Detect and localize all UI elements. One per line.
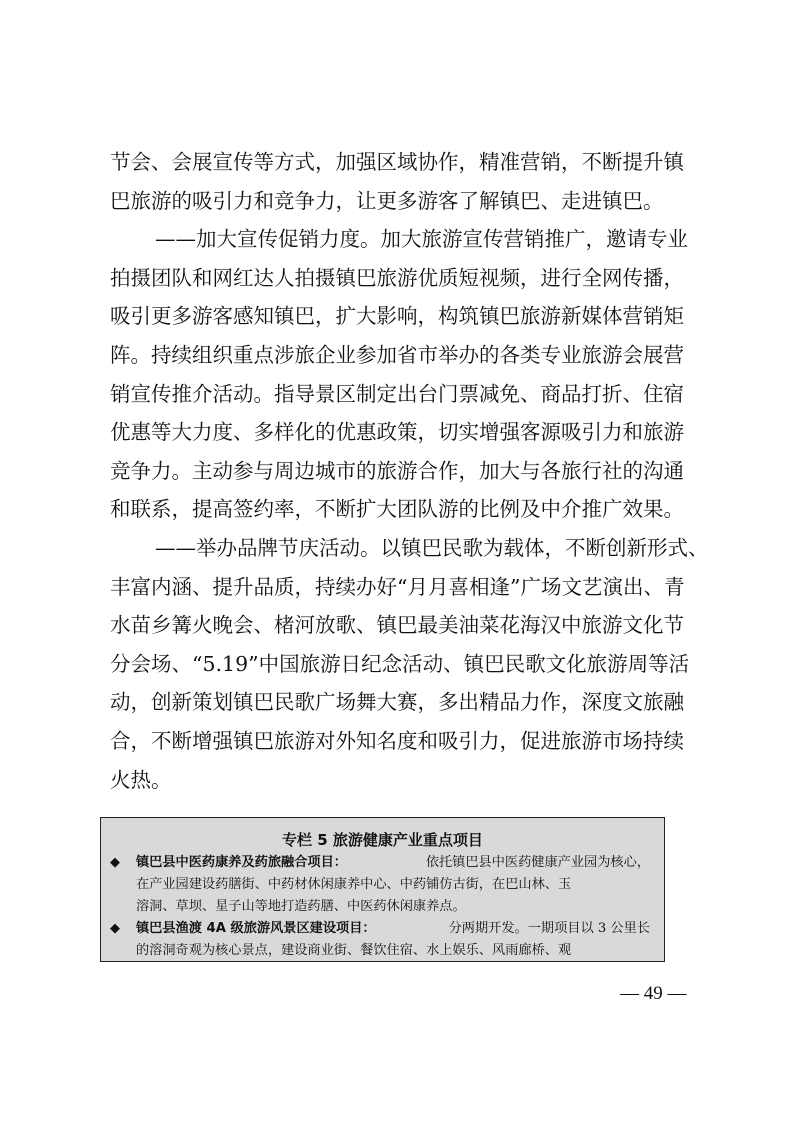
text-line: 吸引更多游客感知镇巴，扩大影响，构筑镇巴旅游新媒体营销矩 — [110, 304, 684, 329]
item-title: 镇巴县渔渡 4A 级旅游风景区建设项目： — [136, 921, 376, 936]
item-text: 依托镇巴县中医药健康产业园为核心， — [425, 855, 650, 870]
item-line: 的溶洞奇观为核心景点，建设商业街、餐饮住宿、水上娱乐、风雨廊桥、观 — [136, 943, 572, 958]
box-item — [101, 918, 664, 962]
item-text: 分两期开发。一期项目以 3 公里长 — [448, 921, 650, 936]
diamond-bullet-icon: ◆ — [110, 855, 120, 870]
text-line: 分会场、“5.19”中国旅游日纪念活动、镇巴民歌文化旅游周等活 — [110, 651, 690, 676]
text-line: 动，创新策划镇巴民歌广场舞大赛，多出精品力作，深度文旅融 — [110, 690, 684, 715]
text-line: 节会、会展宣传等方式，加强区域协作，精准营销，不断提升镇 — [110, 150, 684, 174]
text-line: 合，不断增强镇巴旅游对外知名度和吸引力，促进旅游市场持续 — [110, 728, 684, 753]
text-line: ——加大宣传促销力度。加大旅游宣传营销推广，邀请专业 — [155, 227, 688, 252]
box-title: 专栏 5 旅游健康产业重点项目 — [282, 831, 483, 849]
text-line: 阵。持续组织重点涉旅企业参加省市举办的各类专业旅游会展营 — [110, 342, 684, 367]
text-line: 巴旅游的吸引力和竞争力，让更多游客了解镇巴、走进镇巴。 — [110, 188, 664, 213]
diamond-bullet-icon: ◆ — [110, 921, 120, 936]
text-line: 丰富内涵、提升品质，持续办好“月月喜相逢”广场文艺演出、青 — [110, 574, 685, 599]
text-line: 销宣传推介活动。指导景区制定出台门票减免、商品打折、住宿 — [110, 381, 684, 406]
text-line: 和联系，提高签约率，不断扩大团队游的比例及中介推广效果。 — [110, 497, 684, 522]
body-text — [110, 143, 709, 799]
text-line: 拍摄团队和网红达人拍摄镇巴旅游优质短视频，进行全网传播， — [110, 265, 684, 290]
text-line: 优惠等大力度、多样化的优惠政策，切实增强客源吸引力和旅游 — [110, 420, 684, 445]
item-title: 镇巴县中医药康养及药旅融合项目： — [136, 855, 347, 870]
text-line: 火热。 — [110, 767, 172, 792]
feature-box — [100, 817, 665, 962]
text-line: ——举办品牌节庆活动。以镇巴民歌为载体，不断创新形式、 — [155, 535, 709, 560]
item-line — [136, 918, 650, 940]
item-line: 溶洞、草坝、星子山等地打造药膳、中医药休闲康养点。 — [136, 899, 466, 914]
item-line — [136, 852, 650, 874]
page-number: — 49 — — [620, 983, 687, 1004]
item-line: 在产业园建设药膳街、中药材休闲康养中心、中药铺仿古街，在巴山林、玉 — [136, 877, 572, 892]
text-line: 竞争力。主动参与周边城市的旅游合作，加大与各旅行社的沟通 — [110, 458, 684, 483]
box-item — [101, 852, 664, 918]
text-line: 水苗乡篝火晚会、楮河放歌、镇巴最美油菜花海汉中旅游文化节 — [110, 613, 684, 638]
